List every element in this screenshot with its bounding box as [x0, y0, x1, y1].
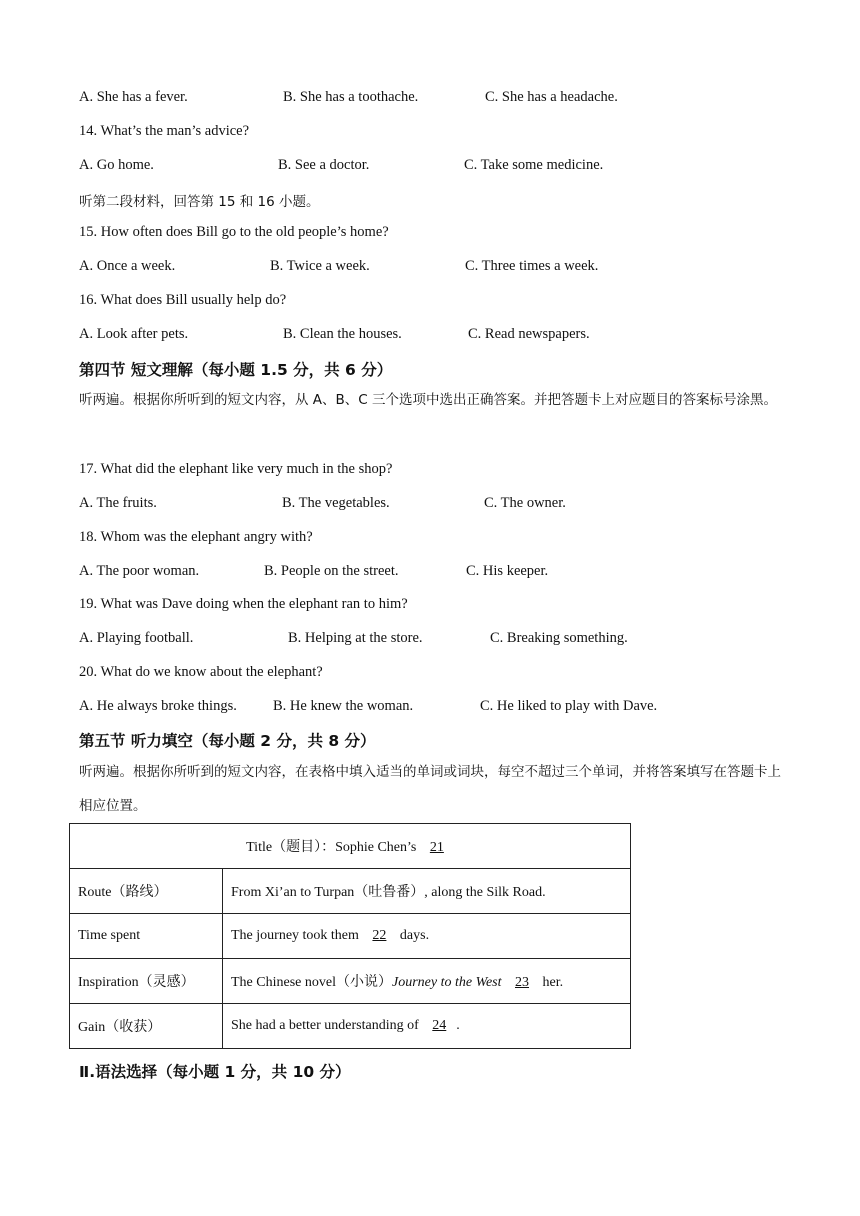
q16-question: 16. What does Bill usually help do? — [79, 292, 287, 308]
gain-text-before: She had a better understanding of — [231, 1018, 419, 1033]
q17-question: 17. What did the elephant like very much in the shop? — [79, 461, 393, 477]
q19-question: 19. What was Dave doing when the elephant ran to him? — [79, 596, 408, 612]
q18-question: 18. Whom was the elephant angry with? — [79, 529, 313, 545]
q20-option-a: A. He always broke things. — [79, 698, 237, 714]
q19-option-c: C. Breaking something. — [490, 630, 628, 646]
blank-24: 24 — [432, 1018, 447, 1033]
q17-option-b: B. The vegetables. — [282, 495, 390, 511]
blank-23: 23 — [515, 975, 529, 990]
section4-instruction: 听两遍。根据你所听到的短文内容，从 A、B、C 三个选项中选出正确答案。并把答题卡上对应题目的答案标号涂黑。 — [79, 392, 778, 408]
inspiration-text-before: The Chinese novel（小说） — [231, 975, 392, 990]
q20-question: 20. What do we know about the elephant? — [79, 664, 323, 680]
q17-option-a: A. The fruits. — [79, 495, 157, 511]
fill-in-table — [69, 823, 631, 1049]
q17-option-c: C. The owner. — [484, 495, 566, 511]
blank-21: 21 — [429, 840, 444, 855]
q18-option-a: A. The poor woman. — [79, 563, 200, 579]
row-content-time — [223, 914, 631, 959]
q19-option-a: A. Playing football. — [79, 630, 194, 646]
row-label-gain: Gain（收获） — [70, 1004, 223, 1049]
novel-title: Journey to the West — [391, 975, 502, 990]
q19-option-b: B. Helping at the store. — [288, 630, 423, 646]
blank-22: 22 — [372, 928, 387, 943]
q15-option-a: A. Once a week. — [79, 258, 176, 274]
q18-option-b: B. People on the street. — [264, 563, 399, 579]
q14-option-c: C. Take some medicine. — [464, 157, 604, 173]
q14-question: 14. What’s the man’s advice? — [79, 123, 250, 139]
table-title-row — [70, 824, 631, 869]
q14-option-b: B. See a doctor. — [278, 157, 370, 173]
q15-option-b: B. Twice a week. — [270, 258, 370, 274]
row-label-route: Route（路线） — [70, 869, 223, 914]
table-title-cell — [70, 824, 631, 869]
row-content-inspiration — [223, 959, 631, 1004]
inspiration-text-after: her. — [542, 975, 564, 990]
q15-question: 15. How often does Bill go to the old people’s home? — [79, 224, 389, 240]
q18-option-c: C. His keeper. — [466, 563, 549, 579]
table-title-prefix: Title（题目）：Sophie Chen’s — [246, 840, 417, 855]
grammar-heading: Ⅱ.语法选择（每小题 1 分，共 10 分） — [79, 1063, 351, 1081]
section5-instruction: 听两遍。根据你所听到的短文内容，在表格中填入适当的单词或词块，每空不超过三个单词，并将答案填写在答题卡上相应位置。 — [79, 764, 781, 814]
q20-option-c: C. He liked to play with Dave. — [480, 698, 658, 714]
row-label-time: Time spent — [70, 914, 223, 959]
gain-text-after: . — [456, 1018, 460, 1033]
q15-option-c: C. Three times a week. — [465, 258, 599, 274]
row-content-gain — [223, 1004, 631, 1049]
q14-option-a: A. Go home. — [79, 157, 154, 173]
q16-option-a: A. Look after pets. — [79, 326, 189, 342]
section5-heading: 第五节 听力填空（每小题 2 分，共 8 分） — [79, 732, 376, 750]
route-text: From Xi’an to Turpan（吐鲁番）, along the Silk Road. — [231, 885, 546, 900]
row-content-route — [223, 869, 631, 914]
q13-option-a: A. She has a fever. — [79, 89, 188, 105]
section4-heading: 第四节 短文理解（每小题 1.5 分，共 6 分） — [79, 361, 393, 379]
row-label-inspiration: Inspiration（灵感） — [70, 959, 223, 1004]
table-row — [70, 914, 631, 959]
time-text-before: The journey took them — [231, 928, 359, 943]
time-text-after: days. — [399, 928, 430, 943]
q13-option-c: C. She has a headache. — [485, 89, 618, 105]
table-row — [70, 1004, 631, 1049]
q16-option-b: B. Clean the houses. — [283, 326, 402, 342]
q20-option-b: B. He knew the woman. — [273, 698, 414, 714]
q13-option-b: B. She has a toothache. — [283, 89, 419, 105]
table-row — [70, 869, 631, 914]
q16-option-c: C. Read newspapers. — [468, 326, 590, 342]
part2-intro: 听第二段材料，回答第 15 和 16 小题。 — [79, 194, 320, 210]
table-row — [70, 959, 631, 1004]
